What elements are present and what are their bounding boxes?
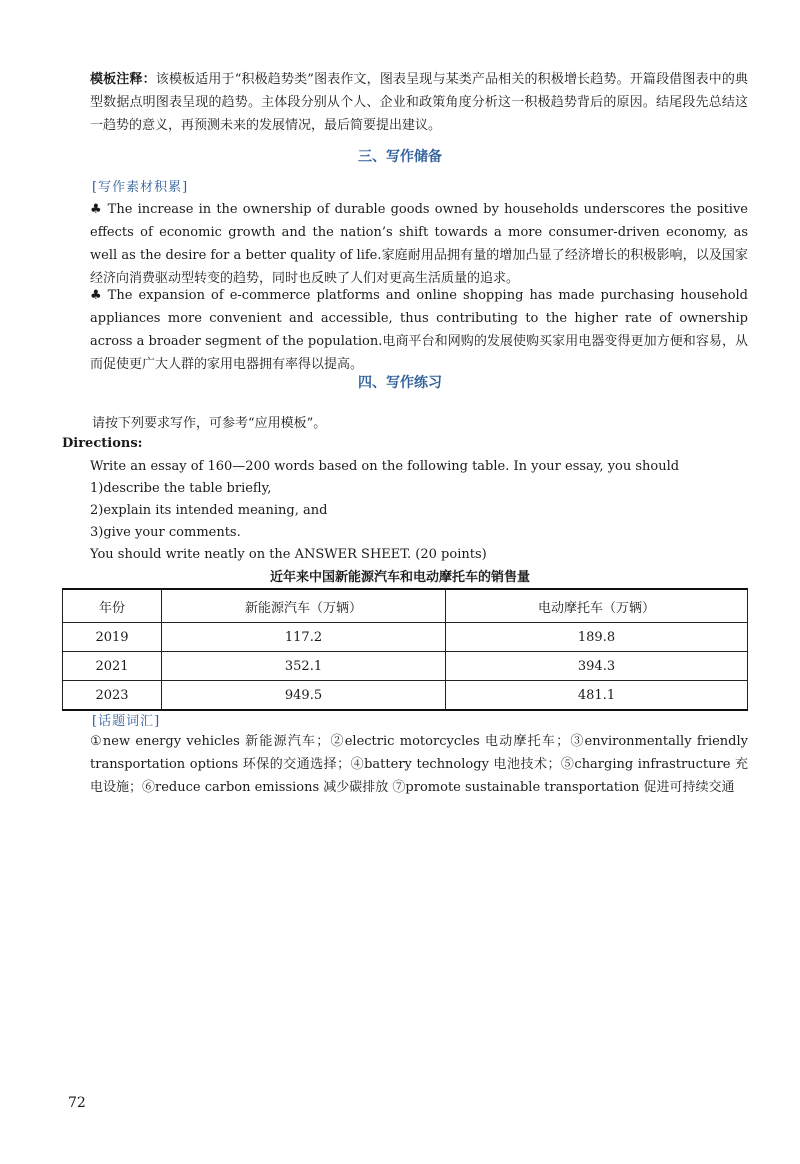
materials-tag: [写作素材积累] xyxy=(92,180,189,195)
club-bullet-icon: ♣ xyxy=(90,288,102,303)
material-text: The expansion of e-commerce platforms and online shopping has made purchasing household appliances more convenient and accessible, thus contributing to the higher rate of ownership across a broader segment of the population.电商平台和网购的发展使购买家用电器变得更加方便和容易，从而促使更广大人群的家用电器拥有率得以提高。 xyxy=(90,288,748,372)
section-title-writing-practice: 四、写作练习 xyxy=(358,375,442,391)
cell-year: 2019 xyxy=(63,623,162,652)
material-item-2 xyxy=(90,284,748,376)
table-row xyxy=(63,652,748,681)
directions-label: Directions: xyxy=(62,436,143,451)
table-row xyxy=(63,681,748,711)
header-year: 年份 xyxy=(63,589,162,623)
template-note-label: 模板注释： xyxy=(90,72,156,87)
material-text: The increase in the ownership of durable goods owned by households underscores the positive effects of economic growth and the nation’s shift towards a more consumer-driven economy, as well as the desire for a better quality of life.家庭耐用品拥有量的增加凸显了经济增长的积极影响，以及国家经济向消费驱动型转变的趋势，同时也反映了人们对更高生活质量的追求。 xyxy=(90,202,748,286)
direction-line: 2)explain its intended meaning, and xyxy=(90,503,328,518)
cell-emoto: 189.8 xyxy=(446,623,748,652)
sales-table xyxy=(62,588,748,711)
table-row xyxy=(63,623,748,652)
table-title: 近年来中国新能源汽车和电动摩托车的销售量 xyxy=(269,570,530,585)
header-emoto: 电动摩托车（万辆） xyxy=(446,589,748,623)
template-note xyxy=(90,68,748,137)
template-note-text: 该模板适用于“积极趋势类”图表作文，图表呈现与某类产品相关的积极增长趋势。开篇段借图表中的典型数据点明图表呈现的趋势。主体段分别从个人、企业和政策角度分析这一积极趋势背后的原因。结尾段先总结这一趋势的意义，再预测未来的发展情况，最后简要提出建议。 xyxy=(90,72,748,133)
cell-emoto: 481.1 xyxy=(446,681,748,711)
header-nev: 新能源汽车（万辆） xyxy=(162,589,446,623)
section-title-writing-reserve: 三、写作储备 xyxy=(358,149,442,165)
instruction-text: 请按下列要求写作，可参考“应用模板”。 xyxy=(92,416,327,431)
direction-line: 1)describe the table briefly, xyxy=(90,481,272,496)
cell-nev: 352.1 xyxy=(162,652,446,681)
vocab-text: ①new energy vehicles 新能源汽车；②electric motorcycles 电动摩托车；③environmentally friendly transportation options 环保的交通选择；④battery technology 电池技术；⑤charging infrastructure 充电设施；⑥reduce carbon emissions 减少碳排放 ⑦promote sustainable transportation 促进可持续交通 xyxy=(90,734,748,795)
table-header-row xyxy=(63,589,748,623)
cell-nev: 949.5 xyxy=(162,681,446,711)
cell-emoto: 394.3 xyxy=(446,652,748,681)
cell-year: 2023 xyxy=(63,681,162,711)
direction-line: You should write neatly on the ANSWER SHEET. (20 points) xyxy=(90,547,487,562)
vocab-tag: [话题词汇] xyxy=(92,714,161,729)
cell-year: 2021 xyxy=(63,652,162,681)
club-bullet-icon: ♣ xyxy=(90,202,102,217)
direction-line: Write an essay of 160—200 words based on the following table. In your essay, you should xyxy=(90,459,680,474)
direction-line: 3)give your comments. xyxy=(90,525,241,540)
material-item-1 xyxy=(90,198,748,290)
page-number: 72 xyxy=(68,1095,86,1111)
cell-nev: 117.2 xyxy=(162,623,446,652)
